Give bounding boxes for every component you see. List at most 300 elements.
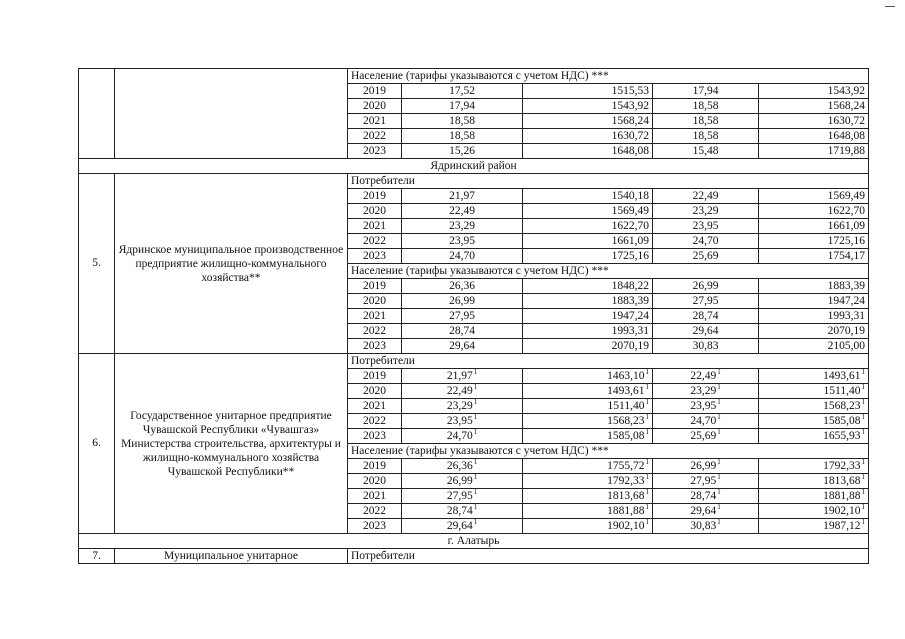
cell-value: 21,97 bbox=[449, 189, 475, 202]
cell-value: 1792,33 bbox=[607, 474, 645, 487]
cost-h2-cell bbox=[759, 369, 869, 384]
cell-value: 2021 bbox=[363, 114, 386, 127]
cell-value: 1585,08 bbox=[607, 429, 645, 442]
cost-h1-cell bbox=[523, 144, 653, 159]
footnote-mark: 1 bbox=[861, 488, 865, 496]
rate-h2-cell bbox=[653, 99, 759, 114]
footnote-mark: 1 bbox=[861, 398, 865, 406]
cell-value: 28,74 bbox=[692, 309, 719, 322]
cost-h2-cell bbox=[759, 114, 869, 129]
cell-value: 26,99 bbox=[690, 459, 717, 472]
footnote-mark: 1 bbox=[473, 488, 478, 496]
cell-value: 17,94 bbox=[692, 84, 719, 97]
cell-value: 2023 bbox=[363, 249, 386, 262]
cell-value: 30,83 bbox=[692, 339, 719, 352]
cost-h1-cell bbox=[523, 399, 653, 414]
rate-h1-cell bbox=[402, 234, 523, 249]
cell-value: 1630,72 bbox=[611, 129, 649, 142]
cost-h2-cell bbox=[759, 324, 869, 339]
row-number bbox=[79, 69, 115, 159]
cell-value: 29,64 bbox=[446, 519, 473, 532]
cell-value: 2020 bbox=[363, 474, 386, 487]
rate-h2-cell bbox=[653, 339, 759, 354]
rate-h2-cell bbox=[653, 249, 759, 264]
cost-h1-cell bbox=[523, 249, 653, 264]
cell-value: 1792,33 bbox=[823, 459, 861, 472]
cell-value: 1493,61 bbox=[823, 369, 861, 382]
rate-h1-cell bbox=[402, 414, 523, 429]
group-header-row bbox=[79, 69, 869, 84]
year-cell bbox=[348, 324, 402, 339]
cost-h2-cell bbox=[759, 99, 869, 114]
footnote-mark: 1 bbox=[473, 413, 478, 421]
consumer-group-header: Население (тарифы указываются с учетом НДС) *** bbox=[348, 444, 869, 459]
cell-value: 1947,24 bbox=[827, 294, 865, 307]
cost-h1-cell bbox=[523, 519, 653, 534]
cell-value: 1515,53 bbox=[611, 84, 649, 97]
cost-h2-cell bbox=[759, 294, 869, 309]
rate-h2-cell bbox=[653, 399, 759, 414]
cell-value: 22,49 bbox=[446, 384, 473, 397]
cell-value: 1622,70 bbox=[827, 204, 865, 217]
consumer-group-header: Потребители bbox=[348, 174, 869, 189]
rate-h1-cell bbox=[402, 384, 523, 399]
rate-h1-cell bbox=[402, 324, 523, 339]
cost-h1-cell bbox=[523, 309, 653, 324]
year-cell bbox=[348, 144, 402, 159]
footnote-mark: 1 bbox=[645, 383, 649, 391]
cell-value: 26,99 bbox=[449, 294, 475, 307]
cost-h1-cell bbox=[523, 114, 653, 129]
footnote-mark: 1 bbox=[645, 473, 649, 481]
rate-h2-cell bbox=[653, 294, 759, 309]
year-cell bbox=[348, 129, 402, 144]
cell-value: 2023 bbox=[363, 519, 386, 532]
cell-value: 2022 bbox=[363, 129, 386, 142]
cell-value: 2019 bbox=[363, 369, 386, 382]
rate-h2-cell bbox=[653, 429, 759, 444]
cell-value: 1947,24 bbox=[611, 309, 649, 322]
cell-value: 1568,24 bbox=[827, 99, 865, 112]
rate-h2-cell bbox=[653, 474, 759, 489]
cell-value: 2021 bbox=[363, 399, 386, 412]
footnote-mark: 1 bbox=[473, 518, 478, 526]
rate-h2-cell bbox=[653, 489, 759, 504]
cell-value: 2023 bbox=[363, 339, 386, 352]
cell-value: 23,29 bbox=[446, 399, 473, 412]
cell-value: 1463,10 bbox=[607, 369, 645, 382]
cost-h1-cell bbox=[523, 129, 653, 144]
cell-value: 18,58 bbox=[449, 114, 475, 127]
footnote-mark: 1 bbox=[861, 413, 865, 421]
cell-value: 2105,00 bbox=[827, 339, 865, 352]
cell-value: 2020 bbox=[363, 99, 386, 112]
cell-value: 2020 bbox=[363, 204, 386, 217]
consumer-group-header: Население (тарифы указываются с учетом НДС) *** bbox=[348, 264, 869, 279]
cell-value: 22,49 bbox=[449, 204, 475, 217]
cell-value: 24,70 bbox=[449, 249, 475, 262]
rate-h1-cell bbox=[402, 399, 523, 414]
cell-value: 1987,12 bbox=[823, 519, 861, 532]
year-cell bbox=[348, 399, 402, 414]
cost-h1-cell bbox=[523, 414, 653, 429]
cell-value: 1661,09 bbox=[611, 234, 649, 247]
cost-h1-cell bbox=[523, 504, 653, 519]
cost-h2-cell bbox=[759, 429, 869, 444]
rate-h1-cell bbox=[402, 279, 523, 294]
footnote-mark: 1 bbox=[861, 518, 865, 526]
rate-h2-cell bbox=[653, 279, 759, 294]
cell-value: 26,36 bbox=[449, 279, 475, 292]
cost-h2-cell bbox=[759, 399, 869, 414]
rate-h1-cell bbox=[402, 84, 523, 99]
consumer-group-header: Население (тарифы указываются с учетом НДС) *** bbox=[348, 69, 869, 84]
rate-h1-cell bbox=[402, 474, 523, 489]
footnote-mark: 1 bbox=[473, 368, 478, 376]
row-number: 6. bbox=[79, 354, 115, 534]
cell-value: 1511,40 bbox=[823, 384, 861, 397]
cell-value: 2019 bbox=[363, 459, 386, 472]
organization-name: Государственное унитарное предприятие Чувашской Республики «Чувашгаз» Министерства строительства, архитектуры и жилищно-коммунального хозяйства Чувашской Республики** bbox=[115, 354, 348, 534]
cell-value: 24,70 bbox=[692, 234, 719, 247]
rate-h1-cell bbox=[402, 129, 523, 144]
footnote-mark: 1 bbox=[645, 503, 649, 511]
organization-name bbox=[115, 69, 348, 159]
year-cell bbox=[348, 204, 402, 219]
cell-value: 1883,39 bbox=[827, 279, 865, 292]
year-cell bbox=[348, 234, 402, 249]
cell-value: 23,29 bbox=[692, 204, 719, 217]
year-cell bbox=[348, 519, 402, 534]
rate-h1-cell bbox=[402, 144, 523, 159]
group-header-row bbox=[79, 354, 869, 369]
rate-h2-cell bbox=[653, 459, 759, 474]
cell-value: 27,95 bbox=[449, 309, 475, 322]
cell-value: 2022 bbox=[363, 324, 386, 337]
cell-value: 1813,68 bbox=[607, 489, 645, 502]
cell-value: 2020 bbox=[363, 384, 386, 397]
year-cell bbox=[348, 249, 402, 264]
cost-h1-cell bbox=[523, 84, 653, 99]
rate-h1-cell bbox=[402, 294, 523, 309]
cost-h1-cell bbox=[523, 99, 653, 114]
cell-value: 24,70 bbox=[446, 429, 473, 442]
cell-value: 21,97 bbox=[446, 369, 473, 382]
cost-h2-cell bbox=[759, 219, 869, 234]
rate-h2-cell bbox=[653, 384, 759, 399]
cell-value: 25,69 bbox=[692, 249, 719, 262]
footnote-mark: 1 bbox=[645, 368, 649, 376]
cost-h1-cell bbox=[523, 279, 653, 294]
cell-value: 2019 bbox=[363, 279, 386, 292]
cell-value: 2022 bbox=[363, 234, 386, 247]
year-cell bbox=[348, 459, 402, 474]
footnote-mark: 1 bbox=[473, 503, 478, 511]
year-cell bbox=[348, 504, 402, 519]
region-title: г. Алатырь bbox=[79, 534, 869, 549]
footnote-mark: 1 bbox=[717, 398, 721, 406]
rate-h1-cell bbox=[402, 459, 523, 474]
rate-h1-cell bbox=[402, 189, 523, 204]
cost-h1-cell bbox=[523, 429, 653, 444]
rate-h1-cell bbox=[402, 429, 523, 444]
footnote-mark: 1 bbox=[861, 383, 865, 391]
cell-value: 28,74 bbox=[690, 489, 717, 502]
cell-value: 18,58 bbox=[692, 114, 719, 127]
consumer-group-header: Потребители bbox=[348, 549, 869, 564]
rate-h1-cell bbox=[402, 114, 523, 129]
footnote-mark: 1 bbox=[717, 413, 721, 421]
year-cell bbox=[348, 279, 402, 294]
cell-value: 28,74 bbox=[446, 504, 473, 517]
region-row bbox=[79, 534, 869, 549]
rate-h1-cell bbox=[402, 504, 523, 519]
region-title: Ядринский район bbox=[79, 159, 869, 174]
rate-h2-cell bbox=[653, 369, 759, 384]
cell-value: 1754,17 bbox=[827, 249, 865, 262]
rate-h1-cell bbox=[402, 369, 523, 384]
rate-h2-cell bbox=[653, 144, 759, 159]
cell-value: 26,99 bbox=[446, 474, 473, 487]
rate-h1-cell bbox=[402, 249, 523, 264]
cost-h1-cell bbox=[523, 459, 653, 474]
cell-value: 15,26 bbox=[449, 144, 475, 157]
rate-h2-cell bbox=[653, 84, 759, 99]
year-cell bbox=[348, 219, 402, 234]
cell-value: 23,29 bbox=[690, 384, 717, 397]
cell-value: 30,83 bbox=[690, 519, 717, 532]
cell-value: 1543,92 bbox=[611, 99, 649, 112]
year-cell bbox=[348, 369, 402, 384]
organization-name: Муниципальное унитарное bbox=[115, 549, 348, 564]
scan-artifact-mark bbox=[885, 6, 895, 10]
rate-h1-cell bbox=[402, 219, 523, 234]
cost-h2-cell bbox=[759, 519, 869, 534]
cell-value: 1569,49 bbox=[611, 204, 649, 217]
cell-value: 2070,19 bbox=[611, 339, 649, 352]
cell-value: 2023 bbox=[363, 429, 386, 442]
cell-value: 23,95 bbox=[446, 414, 473, 427]
rate-h2-cell bbox=[653, 309, 759, 324]
cost-h2-cell bbox=[759, 204, 869, 219]
group-header-row bbox=[79, 549, 869, 564]
cell-value: 22,49 bbox=[692, 189, 719, 202]
cost-h1-cell bbox=[523, 339, 653, 354]
cell-value: 18,58 bbox=[692, 129, 719, 142]
cell-value: 28,74 bbox=[449, 324, 475, 337]
cost-h1-cell bbox=[523, 474, 653, 489]
cell-value: 23,95 bbox=[690, 399, 717, 412]
year-cell bbox=[348, 189, 402, 204]
cell-value: 1543,92 bbox=[827, 84, 865, 97]
cell-value: 2022 bbox=[363, 414, 386, 427]
tariff-table-body bbox=[79, 69, 869, 564]
footnote-mark: 1 bbox=[717, 503, 721, 511]
cost-h1-cell bbox=[523, 369, 653, 384]
year-cell bbox=[348, 384, 402, 399]
year-cell bbox=[348, 489, 402, 504]
cell-value: 17,94 bbox=[449, 99, 475, 112]
cost-h2-cell bbox=[759, 189, 869, 204]
cell-value: 15,48 bbox=[692, 144, 719, 157]
cell-value: 2070,19 bbox=[827, 324, 865, 337]
year-cell bbox=[348, 339, 402, 354]
row-number: 5. bbox=[79, 174, 115, 354]
year-cell bbox=[348, 414, 402, 429]
rate-h1-cell bbox=[402, 309, 523, 324]
footnote-mark: 1 bbox=[645, 518, 649, 526]
footnote-mark: 1 bbox=[717, 383, 721, 391]
footnote-mark: 1 bbox=[473, 473, 478, 481]
cell-value: 2019 bbox=[363, 189, 386, 202]
footnote-mark: 1 bbox=[645, 428, 649, 436]
cell-value: 2021 bbox=[363, 489, 386, 502]
cost-h2-cell bbox=[759, 459, 869, 474]
footnote-mark: 1 bbox=[717, 368, 721, 376]
year-cell bbox=[348, 294, 402, 309]
cell-value: 1755,72 bbox=[607, 459, 645, 472]
footnote-mark: 1 bbox=[861, 503, 865, 511]
row-number: 7. bbox=[79, 549, 115, 564]
cell-value: 2019 bbox=[363, 84, 386, 97]
region-row bbox=[79, 159, 869, 174]
rate-h2-cell bbox=[653, 519, 759, 534]
cost-h1-cell bbox=[523, 489, 653, 504]
cell-value: 17,52 bbox=[449, 84, 475, 97]
footnote-mark: 1 bbox=[861, 473, 865, 481]
cell-value: 29,64 bbox=[449, 339, 475, 352]
cost-h2-cell bbox=[759, 279, 869, 294]
footnote-mark: 1 bbox=[717, 518, 721, 526]
cell-value: 1883,39 bbox=[611, 294, 649, 307]
cost-h1-cell bbox=[523, 384, 653, 399]
cell-value: 2022 bbox=[363, 504, 386, 517]
cost-h2-cell bbox=[759, 489, 869, 504]
rate-h1-cell bbox=[402, 489, 523, 504]
cell-value: 1568,23 bbox=[823, 399, 861, 412]
cell-value: 26,36 bbox=[446, 459, 473, 472]
footnote-mark: 1 bbox=[717, 428, 721, 436]
footnote-mark: 1 bbox=[645, 458, 649, 466]
cost-h2-cell bbox=[759, 384, 869, 399]
cell-value: 1585,08 bbox=[823, 414, 861, 427]
cost-h1-cell bbox=[523, 189, 653, 204]
year-cell bbox=[348, 84, 402, 99]
cell-value: 2021 bbox=[363, 219, 386, 232]
cell-value: 27,95 bbox=[446, 489, 473, 502]
footnote-mark: 1 bbox=[717, 488, 721, 496]
rate-h1-cell bbox=[402, 519, 523, 534]
cell-value: 29,64 bbox=[690, 504, 717, 517]
footnote-mark: 1 bbox=[473, 458, 478, 466]
cost-h1-cell bbox=[523, 219, 653, 234]
cell-value: 1622,70 bbox=[611, 219, 649, 232]
cell-value: 2020 bbox=[363, 294, 386, 307]
cell-value: 1655,93 bbox=[823, 429, 861, 442]
cost-h1-cell bbox=[523, 234, 653, 249]
footnote-mark: 1 bbox=[717, 473, 721, 481]
cost-h2-cell bbox=[759, 414, 869, 429]
footnote-mark: 1 bbox=[717, 458, 721, 466]
cost-h1-cell bbox=[523, 204, 653, 219]
cell-value: 23,95 bbox=[449, 234, 475, 247]
cell-value: 1725,16 bbox=[611, 249, 649, 262]
consumer-group-header: Потребители bbox=[348, 354, 869, 369]
cost-h2-cell bbox=[759, 309, 869, 324]
cell-value: 1648,08 bbox=[611, 144, 649, 157]
cost-h2-cell bbox=[759, 129, 869, 144]
rate-h1-cell bbox=[402, 204, 523, 219]
rate-h1-cell bbox=[402, 99, 523, 114]
rate-h2-cell bbox=[653, 129, 759, 144]
cell-value: 23,29 bbox=[449, 219, 475, 232]
footnote-mark: 1 bbox=[645, 413, 649, 421]
cell-value: 1993,31 bbox=[611, 324, 649, 337]
footnote-mark: 1 bbox=[473, 428, 478, 436]
rate-h2-cell bbox=[653, 234, 759, 249]
rate-h2-cell bbox=[653, 204, 759, 219]
cell-value: 18,58 bbox=[449, 129, 475, 142]
organization-name: Ядринское муниципальное производственное предприятие жилищно-коммунального хозяйства** bbox=[115, 174, 348, 354]
cell-value: 1902,10 bbox=[607, 519, 645, 532]
cost-h2-cell bbox=[759, 339, 869, 354]
cell-value: 1568,23 bbox=[607, 414, 645, 427]
cost-h1-cell bbox=[523, 294, 653, 309]
cell-value: 1725,16 bbox=[827, 234, 865, 247]
cell-value: 27,95 bbox=[690, 474, 717, 487]
footnote-mark: 1 bbox=[645, 398, 649, 406]
rate-h2-cell bbox=[653, 414, 759, 429]
year-cell bbox=[348, 309, 402, 324]
cell-value: 24,70 bbox=[690, 414, 717, 427]
year-cell bbox=[348, 114, 402, 129]
rate-h1-cell bbox=[402, 339, 523, 354]
year-cell bbox=[348, 99, 402, 114]
cell-value: 22,49 bbox=[690, 369, 717, 382]
footnote-mark: 1 bbox=[473, 383, 478, 391]
cell-value: 1661,09 bbox=[827, 219, 865, 232]
rate-h2-cell bbox=[653, 189, 759, 204]
cell-value: 1569,49 bbox=[827, 189, 865, 202]
cell-value: 1813,68 bbox=[823, 474, 861, 487]
cost-h2-cell bbox=[759, 474, 869, 489]
cell-value: 25,69 bbox=[690, 429, 717, 442]
footnote-mark: 1 bbox=[473, 398, 478, 406]
cell-value: 1848,22 bbox=[611, 279, 649, 292]
cell-value: 26,99 bbox=[692, 279, 719, 292]
rate-h2-cell bbox=[653, 114, 759, 129]
group-header-row bbox=[79, 174, 869, 189]
cost-h2-cell bbox=[759, 249, 869, 264]
year-cell bbox=[348, 429, 402, 444]
tariff-table bbox=[78, 68, 869, 564]
cost-h2-cell bbox=[759, 234, 869, 249]
rate-h2-cell bbox=[653, 504, 759, 519]
cell-value: 2021 bbox=[363, 309, 386, 322]
year-cell bbox=[348, 474, 402, 489]
cell-value: 1881,88 bbox=[607, 504, 645, 517]
cell-value: 1719,88 bbox=[827, 144, 865, 157]
cell-value: 1540,18 bbox=[611, 189, 649, 202]
cost-h2-cell bbox=[759, 144, 869, 159]
footnote-mark: 1 bbox=[645, 488, 649, 496]
footnote-mark: 1 bbox=[861, 428, 865, 436]
rate-h2-cell bbox=[653, 324, 759, 339]
cell-value: 1902,10 bbox=[823, 504, 861, 517]
footnote-mark: 1 bbox=[861, 368, 865, 376]
cell-value: 2023 bbox=[363, 144, 386, 157]
footnote-mark: 1 bbox=[861, 458, 865, 466]
